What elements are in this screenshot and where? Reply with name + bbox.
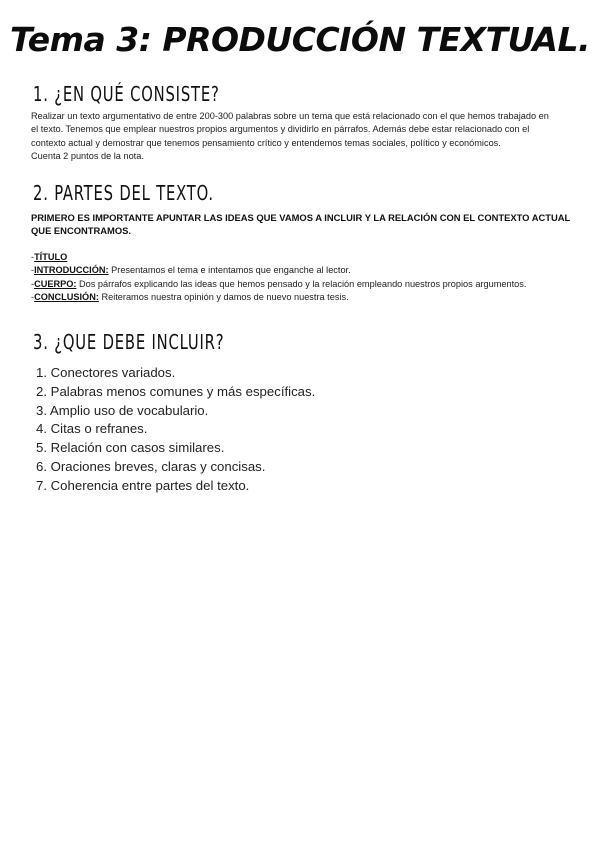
section-1-heading: 1. ¿EN QUÉ CONSISTE? [33,82,220,106]
list-item: 4. Citas o refranes. [36,421,148,437]
list-item: 2. Palabras menos comunes y más específicas. [36,383,316,399]
section-1-line: Realizar un texto argumentativo de entre 200-300 palabras sobre un tema que está relacionado con el que hemos trabajado en [31,111,549,121]
list-item: 1. Conectores variados. [36,365,176,380]
include-list [36,364,315,496]
section-2-heading: 2. PARTES DEL TEXTO. [33,181,214,205]
part-label: CONCLUSIÓN: [34,292,99,303]
part-prefix: - [31,252,35,262]
part-prefix: - [31,278,35,289]
part-prefix: - [31,292,35,303]
part-item-conclusion [31,291,586,304]
section-1-line: Cuenta 2 puntos de la nota. [31,151,144,162]
part-label: INTRODUCCIÓN: [34,265,109,276]
section-2-intro: PRIMERO ES IMPORTANTE APUNTAR LAS IDEAS QUE VAMOS A INCLUIR Y LA RELACIÓN CON EL CONTEXTO ACTUAL QUE ENCONTRAMOS. [31,212,571,237]
document-title: Tema 3: PRODUCCIÓN TEXTUAL. [9,20,591,59]
part-text: Presentamos el tema e intentamos que enganche al lector. [108,265,351,276]
part-label: CUERPO: [34,278,77,289]
part-prefix: - [31,265,35,276]
section-1-line: contexto actual y demostrar que tenemos pensamiento crítico y entendemos temas sociales, político y económicos. [31,137,501,148]
part-text: Dos párrafos explicando las ideas que hemos pensado y la relación empleando nuestros propios argumentos. [76,278,527,289]
list-item: 5. Relación con casos similares. [36,440,225,456]
list-item: 3. Amplio uso de vocabulario. [36,402,209,418]
section-3-heading: 3. ¿QUE DEBE INCLUIR? [33,330,225,354]
part-label: TÍTULO [34,252,68,262]
section-1-body [31,110,586,164]
list-item: 7. Coherencia entre partes del texto. [36,477,250,493]
section-1-line: el texto. Tenemos que emplear nuestros propios argumentos y dividirlo en párrafos. Además debe estar relacionado con el [31,124,530,135]
part-text: Reiteramos nuestra opinión y damos de nuevo nuestra tesis. [98,292,349,303]
section-2-parts-list [31,251,586,305]
part-item-titulo [31,251,586,264]
part-item-cuerpo [31,278,586,291]
part-item-introduccion [31,264,586,277]
list-item: 6. Oraciones breves, claras y concisas. [36,458,266,474]
